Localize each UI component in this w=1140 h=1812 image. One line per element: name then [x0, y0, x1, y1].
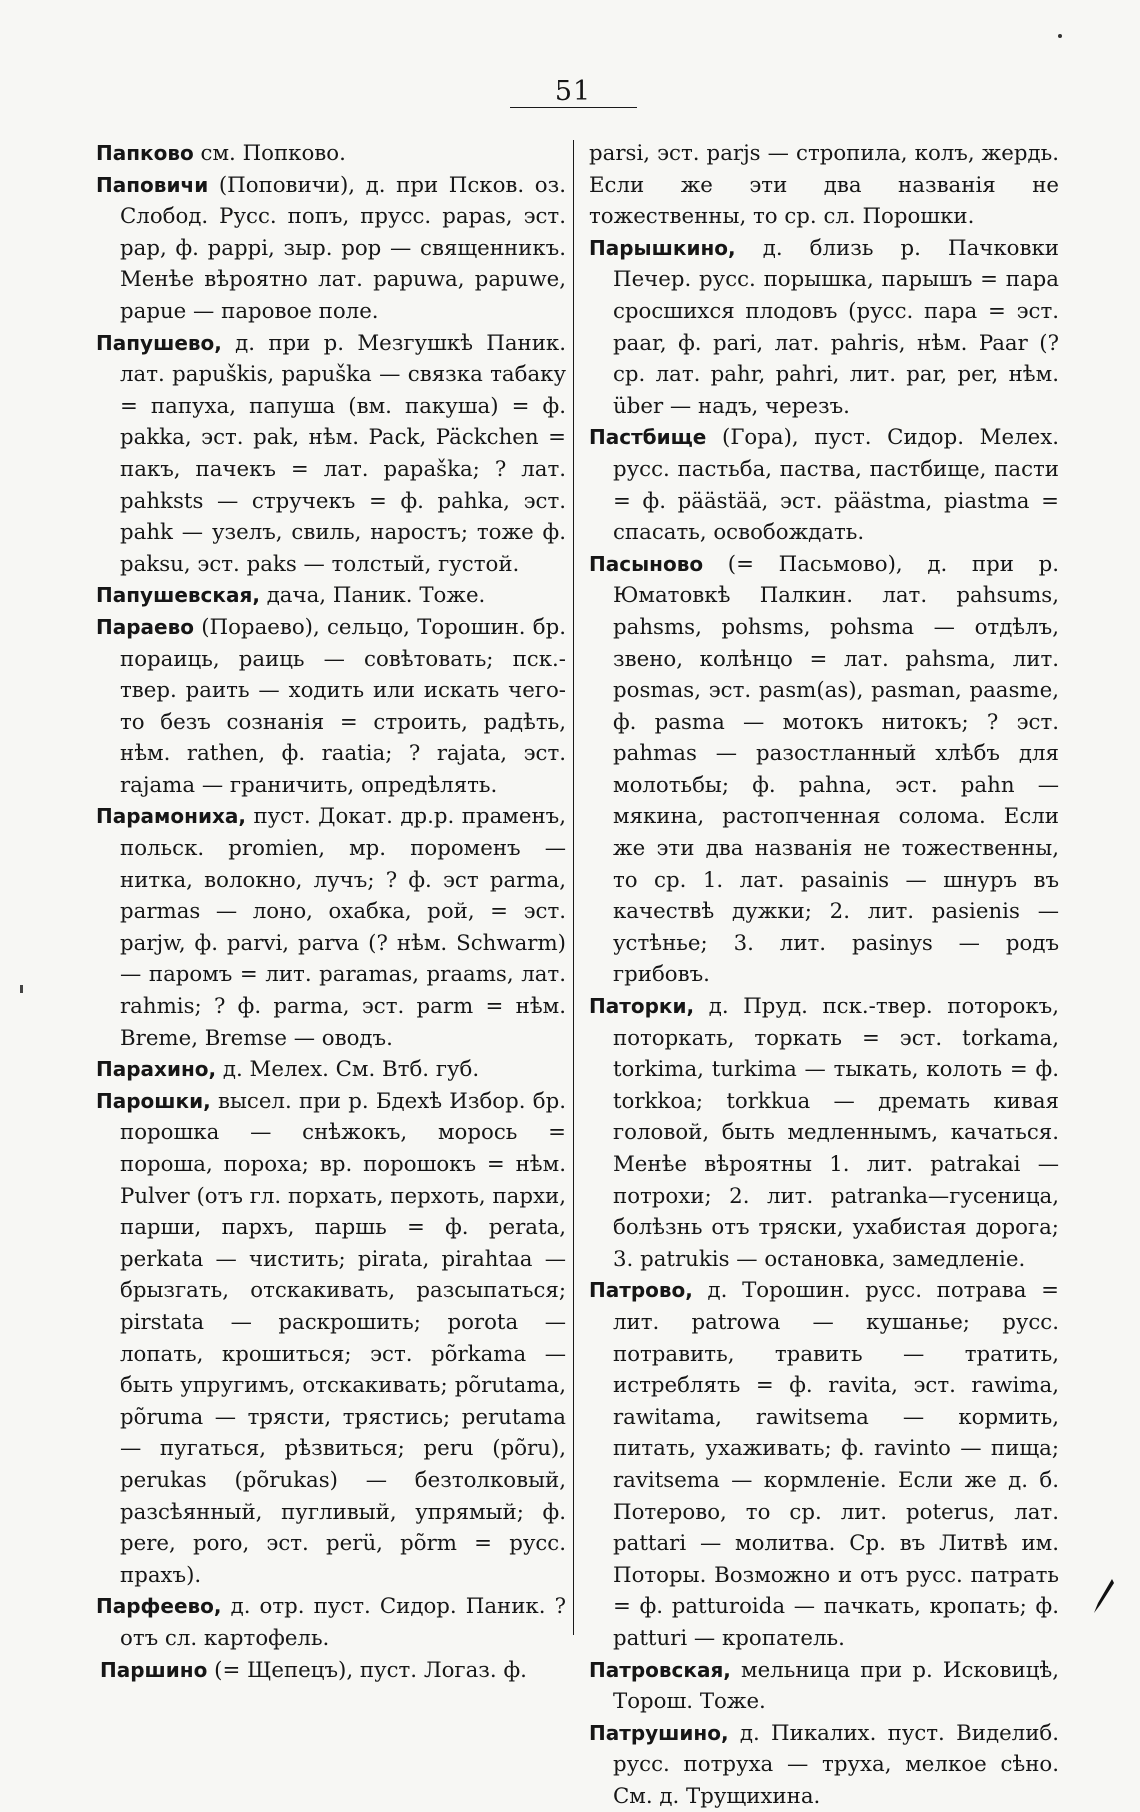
entry-text: parsi, эст. parjs — стропила, колъ, жердь. Если же эти два названія не тожественны, то ср. сл. Порошки. — [589, 141, 1059, 230]
dictionary-entry — [589, 549, 1059, 991]
entry-text: (= Щепецъ), пуст. Логаз. ф. — [207, 1657, 527, 1683]
entry-text: (Пораево), сельцо, Торошин. бр. пораиць, раиць — совѣтовать; пск.-твер. раить — ходить или искать чего-то безъ сознанія = строить, радѣть, нѣм. rathen, ф. raatia; ? rajata, эст. rajama — граничить, опредѣлять. — [120, 614, 566, 798]
dictionary-entry-continued — [589, 138, 1059, 233]
dictionary-entry — [589, 1718, 1059, 1812]
entry-headword: Парамониха, — [96, 804, 246, 829]
dictionary-entry — [589, 1275, 1059, 1654]
entry-headword: Паторки, — [589, 994, 695, 1019]
dictionary-entry — [96, 612, 566, 802]
entry-text: см. Попково. — [193, 141, 346, 166]
entry-headword: Патрово, — [589, 1278, 693, 1303]
entry-text: д. отр. пуст. Сидор. Паник. ? отъ сл. картофель. — [120, 1594, 566, 1651]
entry-text: (= Пасьмово), д. при р. Юматовкѣ Палкин. лат. pahsums, pahsms, pohsms, pohsma — отдѣлъ, звено, колѣнцо = лат. pahsma, лит. posmas, эст. pasm(as), pasman, paasme, ф. pasma — мотокъ нитокъ; ? эст. pahmas — разостланный хлѣбъ для молотьбы; ф. pahna, эст. pahn — мякина, растопченная солома. Если же эти два названія не тожественны, то ср. 1. лат. pasainis — шнуръ въ качествѣ дужки; 2. лит. pasienis — устѣнье; 3. лит. pasinys — родъ грибовъ. — [613, 551, 1059, 988]
dictionary-entry — [96, 138, 566, 170]
entry-text: д. Пикалих. пуст. Виделиб. русс. потруха — труха, мелкое сѣно. См. д. Трущихина. — [613, 1720, 1059, 1809]
entry-text: (Гора), пуст. Сидор. Мелех. русс. пастьба, паства, пастбище, пасти = ф. päästää, эст. päästma, piastma = спасать, освобождать. — [613, 425, 1059, 546]
entry-text: (Поповичи), д. при Псков. оз. Слобод. Русс. попъ, прусс. papas, эст. pap, ф. pappi, зыр. pop — священникъ. Менѣе вѣроятно лат. papuwa, papuwe, papue — паровое поле. — [120, 172, 566, 324]
right-column — [589, 138, 1059, 1812]
dictionary-entry — [96, 580, 566, 612]
entry-text: д. при р. Мезгушкѣ Паник. лат. papuškis, papuška — связка табаку = папуха, папуша (вм. пакуша) = ф. pakka, эст. pak, нѣм. Pack, Päckchen = пакъ, пачекъ = лат. papaška; ? лат. pahksts — стручекъ = ф. pahka, эст. pahk — узелъ, свиль, наростъ; тоже ф. paksu, эст. paks — толстый, густой. — [120, 330, 566, 577]
dictionary-entry — [589, 991, 1059, 1275]
entry-text: д. Пруд. пск.-твер. поторокъ, поторкать, торкать = эст. torkama, torkima, turkima — тыкать, колоть = ф. torkkoa; torkkua — дремать кивая головой, быть медленнымъ, качаться. Менѣе вѣроятны 1. лит. patrakai — потрохи; 2. лит. patranka—гусеница, болѣзнь отъ тряски, ухабистая дорога; 3. patrukis — остановка, замедленіе. — [613, 994, 1059, 1272]
entry-headword: Папушево, — [96, 330, 222, 355]
scan-speck-mark — [1058, 34, 1062, 38]
entry-headword: Пасыново — [589, 551, 704, 576]
entry-text: высел. при р. Бдехѣ Избор. бр. порошка — снѣжокъ, морось = пороша, пороха; вр. порошокъ = нѣм. Pulver (отъ гл. порхать, перхоть, пархи, парши, пархъ, паршь = ф. perata, perkata — чистить; pirata, pirahtaa — брызгать, отскакивать, разсыпаться; pirstata — раскрошить; porota — лопать, крошиться; эст. põrkama — быть упругимъ, отскакивать; põrutama, põruma — трясти, трястись; perutama — пугаться, рѣзвиться; peru (põru), perukas (põrukas) — безтолковый, разсѣянный, пугливый, упрямый; ф. pere, poro, эст. perü, põrm = русс. прахъ). — [120, 1088, 566, 1588]
entry-text: д. Торошин. русс. потрава = лит. patrowa — кушанье; русс. потравить, травить — тратить, истреблять = ф. ravita, эст. rawima, rawitama, rawitsema — кормить, питать, ухаживать; ф. ravinto — пища; ravitsema — кормленіе. Если же д. б. Потерово, то ср. лит. poterus, лат. pattari — молитва. Ср. въ Литвѣ им. Поторы. Возможно и отъ русс. патрать = ф. patturoida — пачкать, кропать; ф. patturi — кропатель. — [613, 1278, 1059, 1651]
dictionary-entry — [96, 1054, 566, 1086]
dictionary-entry — [96, 1655, 566, 1687]
dictionary-entry — [589, 233, 1059, 423]
entry-headword: Паршино — [100, 1657, 208, 1682]
page-number-rule — [510, 107, 637, 108]
entry-headword: Парошки, — [96, 1088, 211, 1113]
entry-headword: Пастбище — [589, 425, 707, 450]
entry-headword: Парышкино, — [589, 235, 736, 260]
dictionary-entry — [96, 1086, 566, 1592]
dictionary-entry — [96, 1591, 566, 1654]
entry-text: мельница при р. Исковицѣ, Торош. Тоже. — [613, 1657, 1059, 1715]
entry-headword: Патровская, — [589, 1657, 731, 1682]
entry-headword: Папушевская, — [96, 583, 260, 608]
entry-headword: Парахино, — [96, 1057, 217, 1082]
entry-headword: Параево — [96, 614, 195, 639]
entry-text: дача, Паник. Тоже. — [259, 583, 486, 609]
scan-speck-mark — [20, 985, 23, 993]
left-column — [96, 138, 566, 1686]
dictionary-entry — [96, 170, 566, 328]
entry-text: д. близь р. Пачковки Печер. русс. порышка, парышъ = пара сросшихся плодовъ (русс. пара = эст. paar, ф. pari, лат. pahris, нѣм. Paar (? ср. лат. pahr, pahri, лит. par, per, нѣм. über — надъ, черезъ. — [613, 235, 1059, 419]
entry-text: пуст. Докат. др.р. праменъ, польск. promien, мр. пороменъ — нитка, волокно, лучъ; ? ф. эст parma, parmas — лоно, охабка, рой, = эст. parjw, ф. parvi, parva (? нѣм. Schwarm) — паромъ = лит. paramas, praams, лат. rahmis; ? ф. parma, эст. parm = нѣм. Breme, Bremse — оводъ. — [120, 804, 566, 1051]
entry-headword: Патрушино, — [589, 1720, 729, 1745]
scan-pen-mark — [1088, 1577, 1116, 1617]
entry-headword: Парфеево, — [96, 1594, 222, 1619]
column-divider — [573, 140, 574, 1635]
page-number: 51 — [554, 76, 592, 107]
dictionary-entry — [96, 801, 566, 1054]
entry-text: д. Мелех. См. Втб. губ. — [216, 1057, 480, 1083]
entry-headword: Папково — [96, 141, 194, 165]
dictionary-entry — [96, 328, 566, 581]
entry-headword: Паповичи — [96, 172, 209, 197]
dictionary-entry — [589, 1655, 1059, 1718]
dictionary-entry — [589, 422, 1059, 548]
